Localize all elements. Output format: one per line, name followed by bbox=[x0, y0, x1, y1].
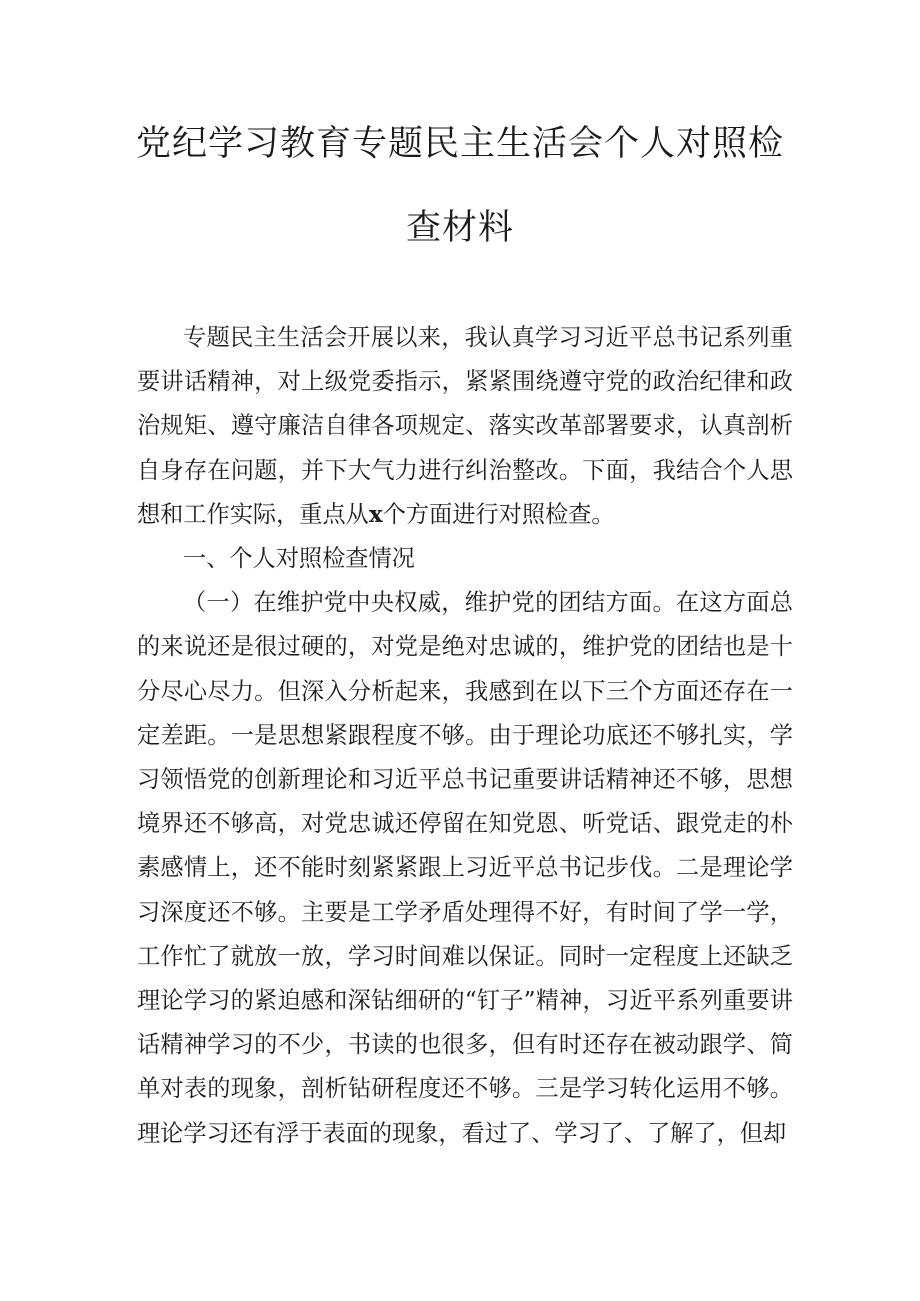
intro-text-start: 专题民主生活会开展以来，我认真学习习近平总书记系列重要讲话精神，对上级党委指示，紧紧围绕遵守党的政治纪律和政治规矩、遵守廉洁自律各项规定、落实改革部署要求，认真剖析自身存在问题，并下大气力进行纠治整改。下面，我结合个人思想和工作实际，重点从 bbox=[137, 324, 793, 528]
document-body bbox=[137, 316, 793, 1156]
document-title-line-2: 查材料 bbox=[405, 208, 514, 248]
section-heading: 一、个人对照检查情况 bbox=[183, 545, 415, 573]
intro-paragraph bbox=[137, 316, 793, 537]
intro-text-end: 个方面进行对照检查。 bbox=[382, 500, 615, 528]
document-title-line-1: 党纪学习教育专题民主生活会个人对照检 bbox=[135, 124, 784, 164]
intro-aspect-count: x bbox=[368, 500, 383, 528]
section-paragraph: （一）在维护党中央权威，维护党的团结方面。在这方面总的来说还是很过硬的，对党是绝对忠诚的，维护党的团结也是十分尽心尽力。但深入分析起来，我感到在以下三个方面还存在一定差距。一是思想紧跟程度不够。由于理论功底还不够扎实，学习领悟党的创新理论和习近平总书记重要讲话精神还不够，思想境界还不够高，对党忠诚还停留在知党恩、听党话、跟党走的朴素感情上，还不能时刻紧紧跟上习近平总书记步伐。二是理论学习深度还不够。主要是工学矛盾处理得不好，有时间了学一学，工作忙了就放一放，学习时间难以保证。同时一定程度上还缺乏理论学习的紧迫感和深钻细研的“钉子”精神，习近平系列重要讲话精神学习的不少，书读的也很多，但有时还存在被动跟学、简单对表的现象，剖析钻研程度还不够。三是学习转化运用不够。理论学习还有浮于表面的现象，看过了、学习了、了解了，但却 bbox=[137, 589, 793, 1147]
